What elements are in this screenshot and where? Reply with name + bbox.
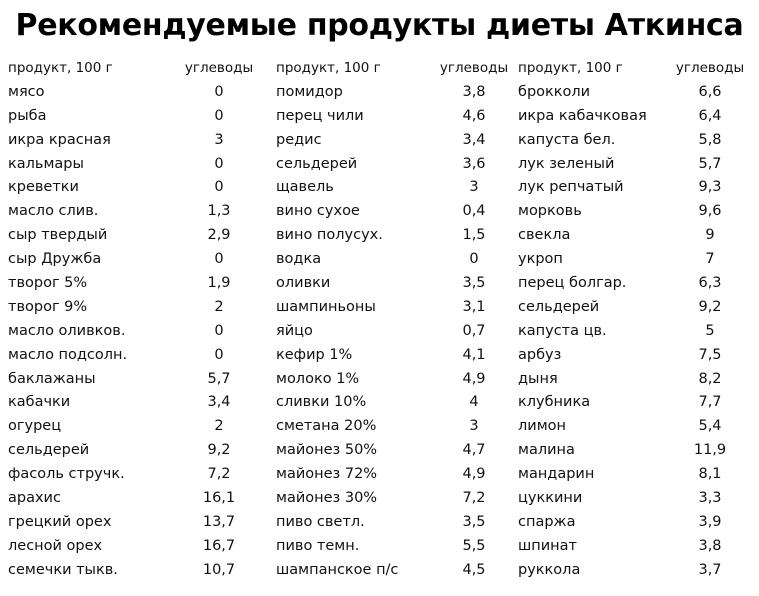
product-name-cell: свекла <box>518 227 571 244</box>
carbs-value-cell: 3,9 <box>698 513 722 530</box>
carbs-value-cell: 8,1 <box>698 466 722 483</box>
table-row <box>6 223 756 247</box>
carbs-value-cell: 3,3 <box>698 489 722 506</box>
product-name-cell: помидор <box>276 83 343 100</box>
product-name-cell: грецкий орех <box>8 513 112 530</box>
carbs-value-cell: 5,4 <box>698 418 722 435</box>
column-header-product: продукт, 100 г <box>8 59 113 76</box>
carbs-value-cell: 13,7 <box>202 513 236 530</box>
carbs-value-cell: 0 <box>214 251 224 268</box>
product-name-cell: креветки <box>8 179 79 196</box>
product-name-cell: перец болгар. <box>518 274 627 291</box>
table-row <box>6 558 756 582</box>
product-name-cell: масло слив. <box>8 203 99 220</box>
carbs-value-cell: 5,8 <box>698 131 722 148</box>
carbs-value-cell: 4,1 <box>462 346 486 363</box>
carbs-value-cell: 2 <box>214 418 224 435</box>
carbs-value-cell: 3,4 <box>207 394 231 411</box>
product-name-cell: сливки 10% <box>276 394 367 411</box>
carbs-value-cell: 16,1 <box>202 489 236 506</box>
carbs-value-cell: 4 <box>469 394 479 411</box>
carbs-value-cell: 16,7 <box>202 537 236 554</box>
table-row <box>6 80 756 104</box>
table-row <box>6 390 756 414</box>
product-name-cell: спаржа <box>518 513 576 530</box>
table-row <box>6 486 756 510</box>
product-name-cell: цуккини <box>518 489 583 506</box>
product-name-cell: лесной орех <box>8 537 103 554</box>
product-name-cell: майонез 50% <box>276 442 378 459</box>
carbs-value-cell: 9,2 <box>698 298 722 315</box>
carbs-value-cell: 3,5 <box>462 274 486 291</box>
product-name-cell: мандарин <box>518 466 595 483</box>
product-name-cell: творог 9% <box>8 298 88 315</box>
column-header-product: продукт, 100 г <box>276 59 381 76</box>
carbs-value-cell: 3,4 <box>462 131 486 148</box>
carbs-value-cell: 3,1 <box>462 298 486 315</box>
table-row <box>6 271 756 295</box>
carbs-value-cell: 4,5 <box>462 561 486 578</box>
product-name-cell: водка <box>276 251 322 268</box>
product-name-cell: масло оливков. <box>8 322 126 339</box>
carbs-value-cell: 0 <box>214 322 224 339</box>
table-row <box>6 414 756 438</box>
product-name-cell: сельдерей <box>8 442 90 459</box>
table-row <box>6 175 756 199</box>
product-name-cell: морковь <box>518 203 582 220</box>
product-name-cell: творог 5% <box>8 274 88 291</box>
carbs-value-cell: 1,3 <box>207 203 231 220</box>
table-row <box>6 295 756 319</box>
column-header-carbs: углеводы <box>184 59 254 76</box>
carbs-value-cell: 2 <box>214 298 224 315</box>
carbs-value-cell: 6,6 <box>698 83 722 100</box>
product-name-cell: икра кабачковая <box>518 107 647 124</box>
product-name-cell: вино полусух. <box>276 227 383 244</box>
carbs-value-cell: 3,7 <box>698 561 722 578</box>
table-row <box>6 510 756 534</box>
product-name-cell: рыба <box>8 107 47 124</box>
table-row <box>6 367 756 391</box>
carbs-value-cell: 1,5 <box>462 227 486 244</box>
carbs-value-cell: 7,5 <box>698 346 722 363</box>
product-name-cell: руккола <box>518 561 581 578</box>
product-name-cell: сельдерей <box>518 298 600 315</box>
carbs-value-cell: 5,7 <box>207 370 231 387</box>
carbs-value-cell: 7,2 <box>462 489 486 506</box>
carbs-value-cell: 0 <box>214 346 224 363</box>
product-name-cell: щавель <box>276 179 334 196</box>
product-name-cell: огурец <box>8 418 62 435</box>
carbs-value-cell: 11,9 <box>693 442 727 459</box>
product-name-cell: мясо <box>8 83 45 100</box>
table-row <box>6 438 756 462</box>
product-name-cell: сыр твердый <box>8 227 108 244</box>
table-row <box>6 534 756 558</box>
carbs-value-cell: 7 <box>705 251 715 268</box>
carbs-value-cell: 9,3 <box>698 179 722 196</box>
product-name-cell: укроп <box>518 251 563 268</box>
carbs-value-cell: 10,7 <box>202 561 236 578</box>
product-name-cell: перец чили <box>276 107 364 124</box>
carbs-value-cell: 4,6 <box>462 107 486 124</box>
table-row <box>6 319 756 343</box>
table-row <box>6 462 756 486</box>
page-title: Рекомендуемые продукты диеты Аткинса <box>15 8 744 43</box>
carbs-value-cell: 9,6 <box>698 203 722 220</box>
product-name-cell: лимон <box>518 418 566 435</box>
product-name-cell: фасоль стручк. <box>8 466 125 483</box>
product-name-cell: арахис <box>8 489 61 506</box>
carbs-value-cell: 0 <box>214 83 224 100</box>
product-name-cell: капуста цв. <box>518 322 607 339</box>
carbs-value-cell: 0 <box>214 107 224 124</box>
product-name-cell: икра красная <box>8 131 111 148</box>
column-header-carbs: углеводы <box>439 59 509 76</box>
product-name-cell: масло подсолн. <box>8 346 128 363</box>
carbs-value-cell: 1,9 <box>207 274 231 291</box>
carbs-value-cell: 5,5 <box>462 537 486 554</box>
product-name-cell: шпинат <box>518 537 577 554</box>
carbs-value-cell: 9 <box>705 227 715 244</box>
column-header-product: продукт, 100 г <box>518 59 623 76</box>
carbs-value-cell: 6,3 <box>698 274 722 291</box>
product-name-cell: оливки <box>276 274 331 291</box>
column-header-carbs: углеводы <box>675 59 745 76</box>
product-name-cell: шампиньоны <box>276 298 376 315</box>
carbs-value-cell: 6,4 <box>698 107 722 124</box>
table-row <box>6 343 756 367</box>
product-name-cell: баклажаны <box>8 370 96 387</box>
product-name-cell: малина <box>518 442 575 459</box>
product-name-cell: редис <box>276 131 322 148</box>
carbs-value-cell: 3,8 <box>698 537 722 554</box>
product-name-cell: кабачки <box>8 394 71 411</box>
product-name-cell: клубника <box>518 394 591 411</box>
product-name-cell: кальмары <box>8 155 84 172</box>
carbs-value-cell: 2,9 <box>207 227 231 244</box>
product-name-cell: пиво темн. <box>276 537 360 554</box>
product-name-cell: лук зеленый <box>518 155 615 172</box>
carbs-value-cell: 9,2 <box>207 442 231 459</box>
carbs-value-cell: 5 <box>705 322 715 339</box>
table-row <box>6 152 756 176</box>
carbs-value-cell: 3,5 <box>462 513 486 530</box>
carbs-value-cell: 8,2 <box>698 370 722 387</box>
table-row <box>6 104 756 128</box>
carbs-value-cell: 3,8 <box>462 83 486 100</box>
product-name-cell: молоко 1% <box>276 370 360 387</box>
product-name-cell: капуста бел. <box>518 131 616 148</box>
carbs-value-cell: 3,6 <box>462 155 486 172</box>
carbs-value-cell: 0 <box>214 179 224 196</box>
product-name-cell: майонез 30% <box>276 489 378 506</box>
carbs-value-cell: 3 <box>469 418 479 435</box>
product-name-cell: сельдерей <box>276 155 358 172</box>
carbs-value-cell: 0,4 <box>462 203 486 220</box>
carbs-value-cell: 3 <box>469 179 479 196</box>
carbs-value-cell: 7,7 <box>698 394 722 411</box>
carbs-value-cell: 3 <box>214 131 224 148</box>
product-name-cell: яйцо <box>276 322 313 339</box>
product-name-cell: кефир 1% <box>276 346 353 363</box>
carbs-value-cell: 7,2 <box>207 466 231 483</box>
product-name-cell: шампанское п/с <box>276 561 399 578</box>
carbs-value-cell: 4,7 <box>462 442 486 459</box>
product-name-cell: арбуз <box>518 346 562 363</box>
carbs-value-cell: 5,7 <box>698 155 722 172</box>
product-name-cell: брокколи <box>518 83 591 100</box>
table-header-row <box>6 56 756 80</box>
table-row <box>6 247 756 271</box>
carbs-value-cell: 0,7 <box>462 322 486 339</box>
products-table <box>6 56 756 582</box>
product-name-cell: вино сухое <box>276 203 360 220</box>
carbs-value-cell: 4,9 <box>462 466 486 483</box>
product-name-cell: сметана 20% <box>276 418 377 435</box>
carbs-value-cell: 0 <box>469 251 479 268</box>
product-name-cell: дыня <box>518 370 558 387</box>
table-row <box>6 128 756 152</box>
carbs-value-cell: 0 <box>214 155 224 172</box>
product-name-cell: пиво светл. <box>276 513 365 530</box>
product-name-cell: сыр Дружба <box>8 251 102 268</box>
table-row <box>6 199 756 223</box>
product-name-cell: семечки тыкв. <box>8 561 118 578</box>
carbs-value-cell: 4,9 <box>462 370 486 387</box>
product-name-cell: лук репчатый <box>518 179 624 196</box>
product-name-cell: майонез 72% <box>276 466 378 483</box>
